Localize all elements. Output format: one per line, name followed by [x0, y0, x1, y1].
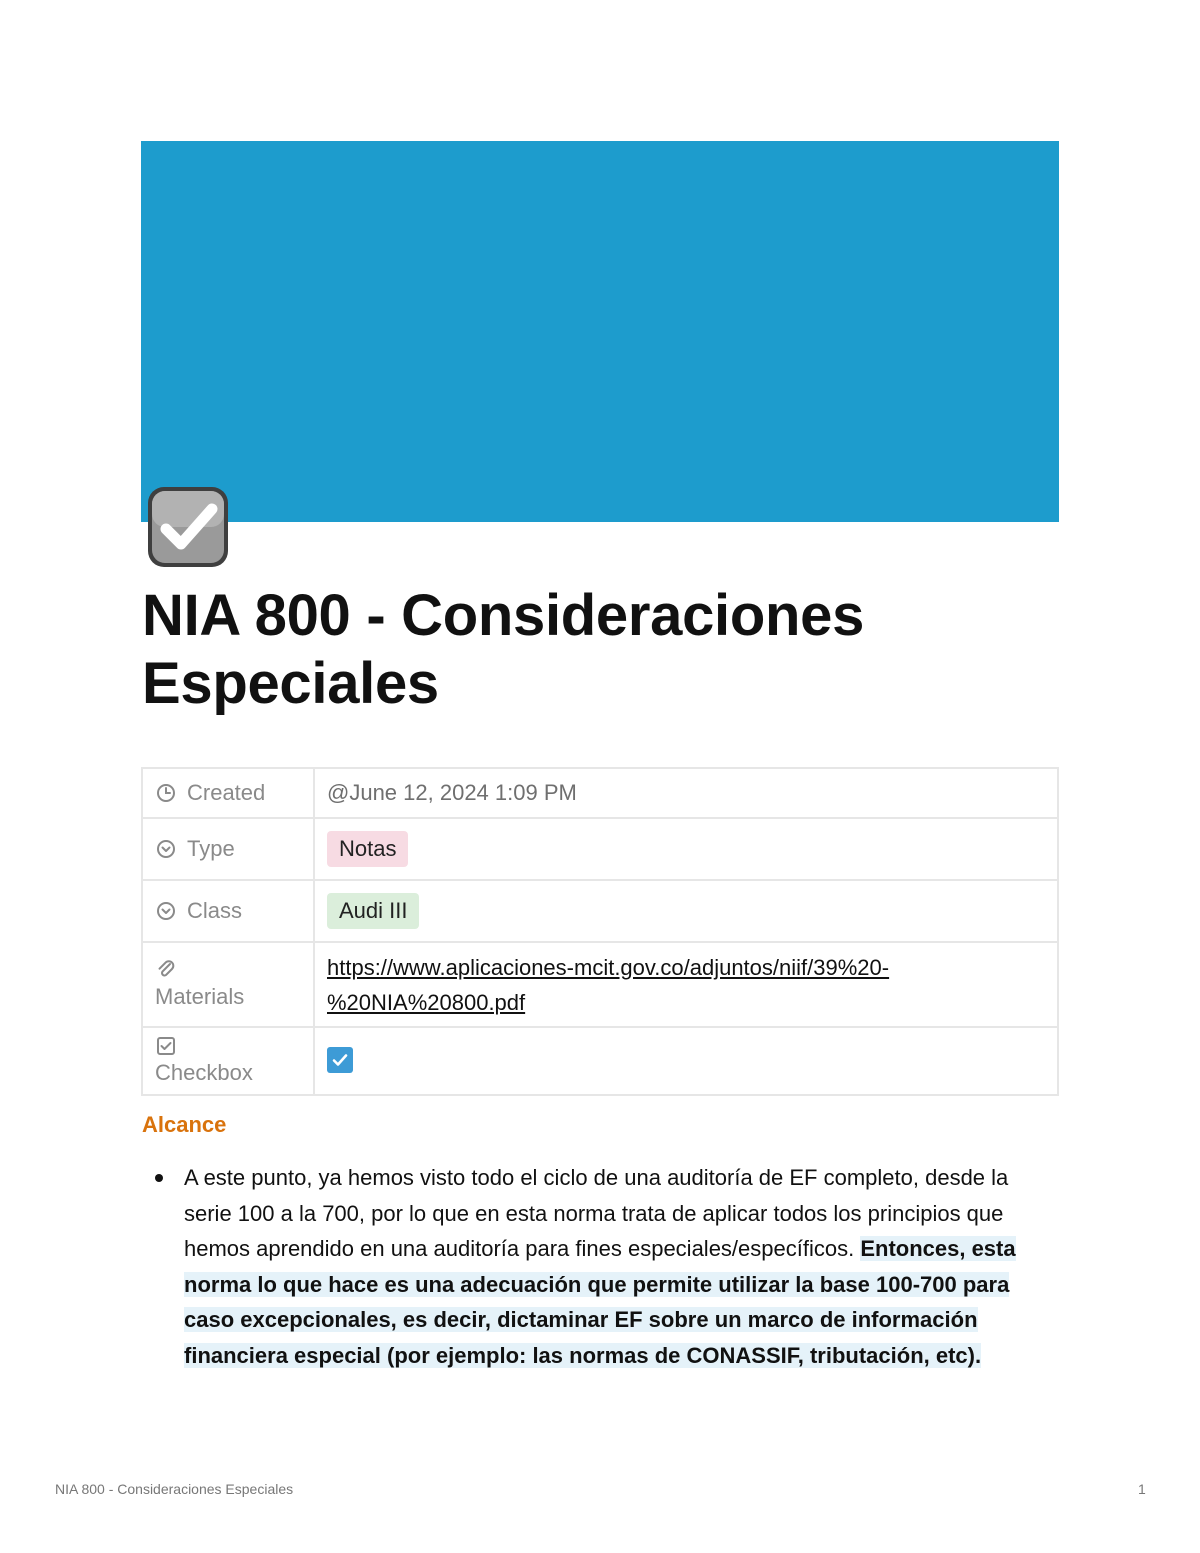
checkbox-checked[interactable]	[327, 1047, 353, 1073]
property-label: Checkbox	[155, 1060, 253, 1085]
footer-page-number: 1	[1138, 1481, 1146, 1497]
list-item	[142, 1160, 1062, 1373]
property-label: Materials	[155, 983, 245, 1009]
property-row-type	[142, 818, 1058, 880]
link-line-2: %20NIA%20800.pdf	[327, 989, 526, 1015]
type-tag[interactable]: Notas	[327, 831, 408, 867]
bullet-text: A este punto, ya hemos visto todo el ciclo de una auditoría de EF completo, desde la serie 100 a la 700, por lo que en esta norma trata de aplicar todos los principios que hemos aprendido en una auditoría para fines especiales/específicos.	[184, 1165, 1009, 1261]
property-name-created	[142, 768, 314, 818]
property-value-type	[314, 818, 1058, 880]
property-value-materials	[314, 942, 1058, 1027]
page-title: NIA 800 - Consideraciones Especiales	[142, 583, 865, 716]
check-icon	[330, 1050, 350, 1070]
select-icon	[155, 838, 177, 860]
select-icon	[155, 900, 177, 922]
property-label: Class	[187, 898, 243, 923]
bullet-dot	[155, 1174, 163, 1182]
checkbox-icon	[155, 1035, 177, 1057]
class-tag[interactable]: Audi III	[327, 893, 419, 929]
property-row-class	[142, 880, 1058, 942]
properties-table	[141, 767, 1059, 1096]
property-row-created	[142, 768, 1058, 818]
highlighted-text: Entonces, esta norma lo que hace es una adecuación que permite utilizar la base 100-700 para caso excepcionales, es decir, dictaminar EF sobre un marco de información financiera especial (por ejemplo: las normas de CONASSIF, tributación, etc).	[184, 1236, 1016, 1368]
paperclip-icon	[155, 959, 177, 981]
property-row-materials	[142, 942, 1058, 1027]
property-label: Created	[187, 780, 266, 805]
footer-document-title: NIA 800 - Consideraciones Especiales	[55, 1481, 294, 1497]
property-name-checkbox	[142, 1027, 314, 1095]
property-label: Type	[187, 836, 235, 861]
property-row-checkbox	[142, 1027, 1058, 1095]
materials-link[interactable]	[327, 955, 889, 1015]
property-value-created[interactable]: @June 12, 2024 1:09 PM	[314, 768, 1058, 818]
cover-image	[141, 141, 1059, 522]
property-name-class	[142, 880, 314, 942]
link-line-1: https://www.aplicaciones-mcit.gov.co/adjuntos/niif/39%20-	[327, 954, 890, 980]
property-value-class	[314, 880, 1058, 942]
check-mark-button-icon	[146, 485, 230, 569]
bullet-list	[142, 1160, 1062, 1373]
clock-icon	[155, 782, 177, 804]
property-name-materials	[142, 942, 314, 1027]
property-value-checkbox	[314, 1027, 1058, 1095]
property-name-type	[142, 818, 314, 880]
section-heading-alcance: Alcance	[142, 1112, 227, 1137]
